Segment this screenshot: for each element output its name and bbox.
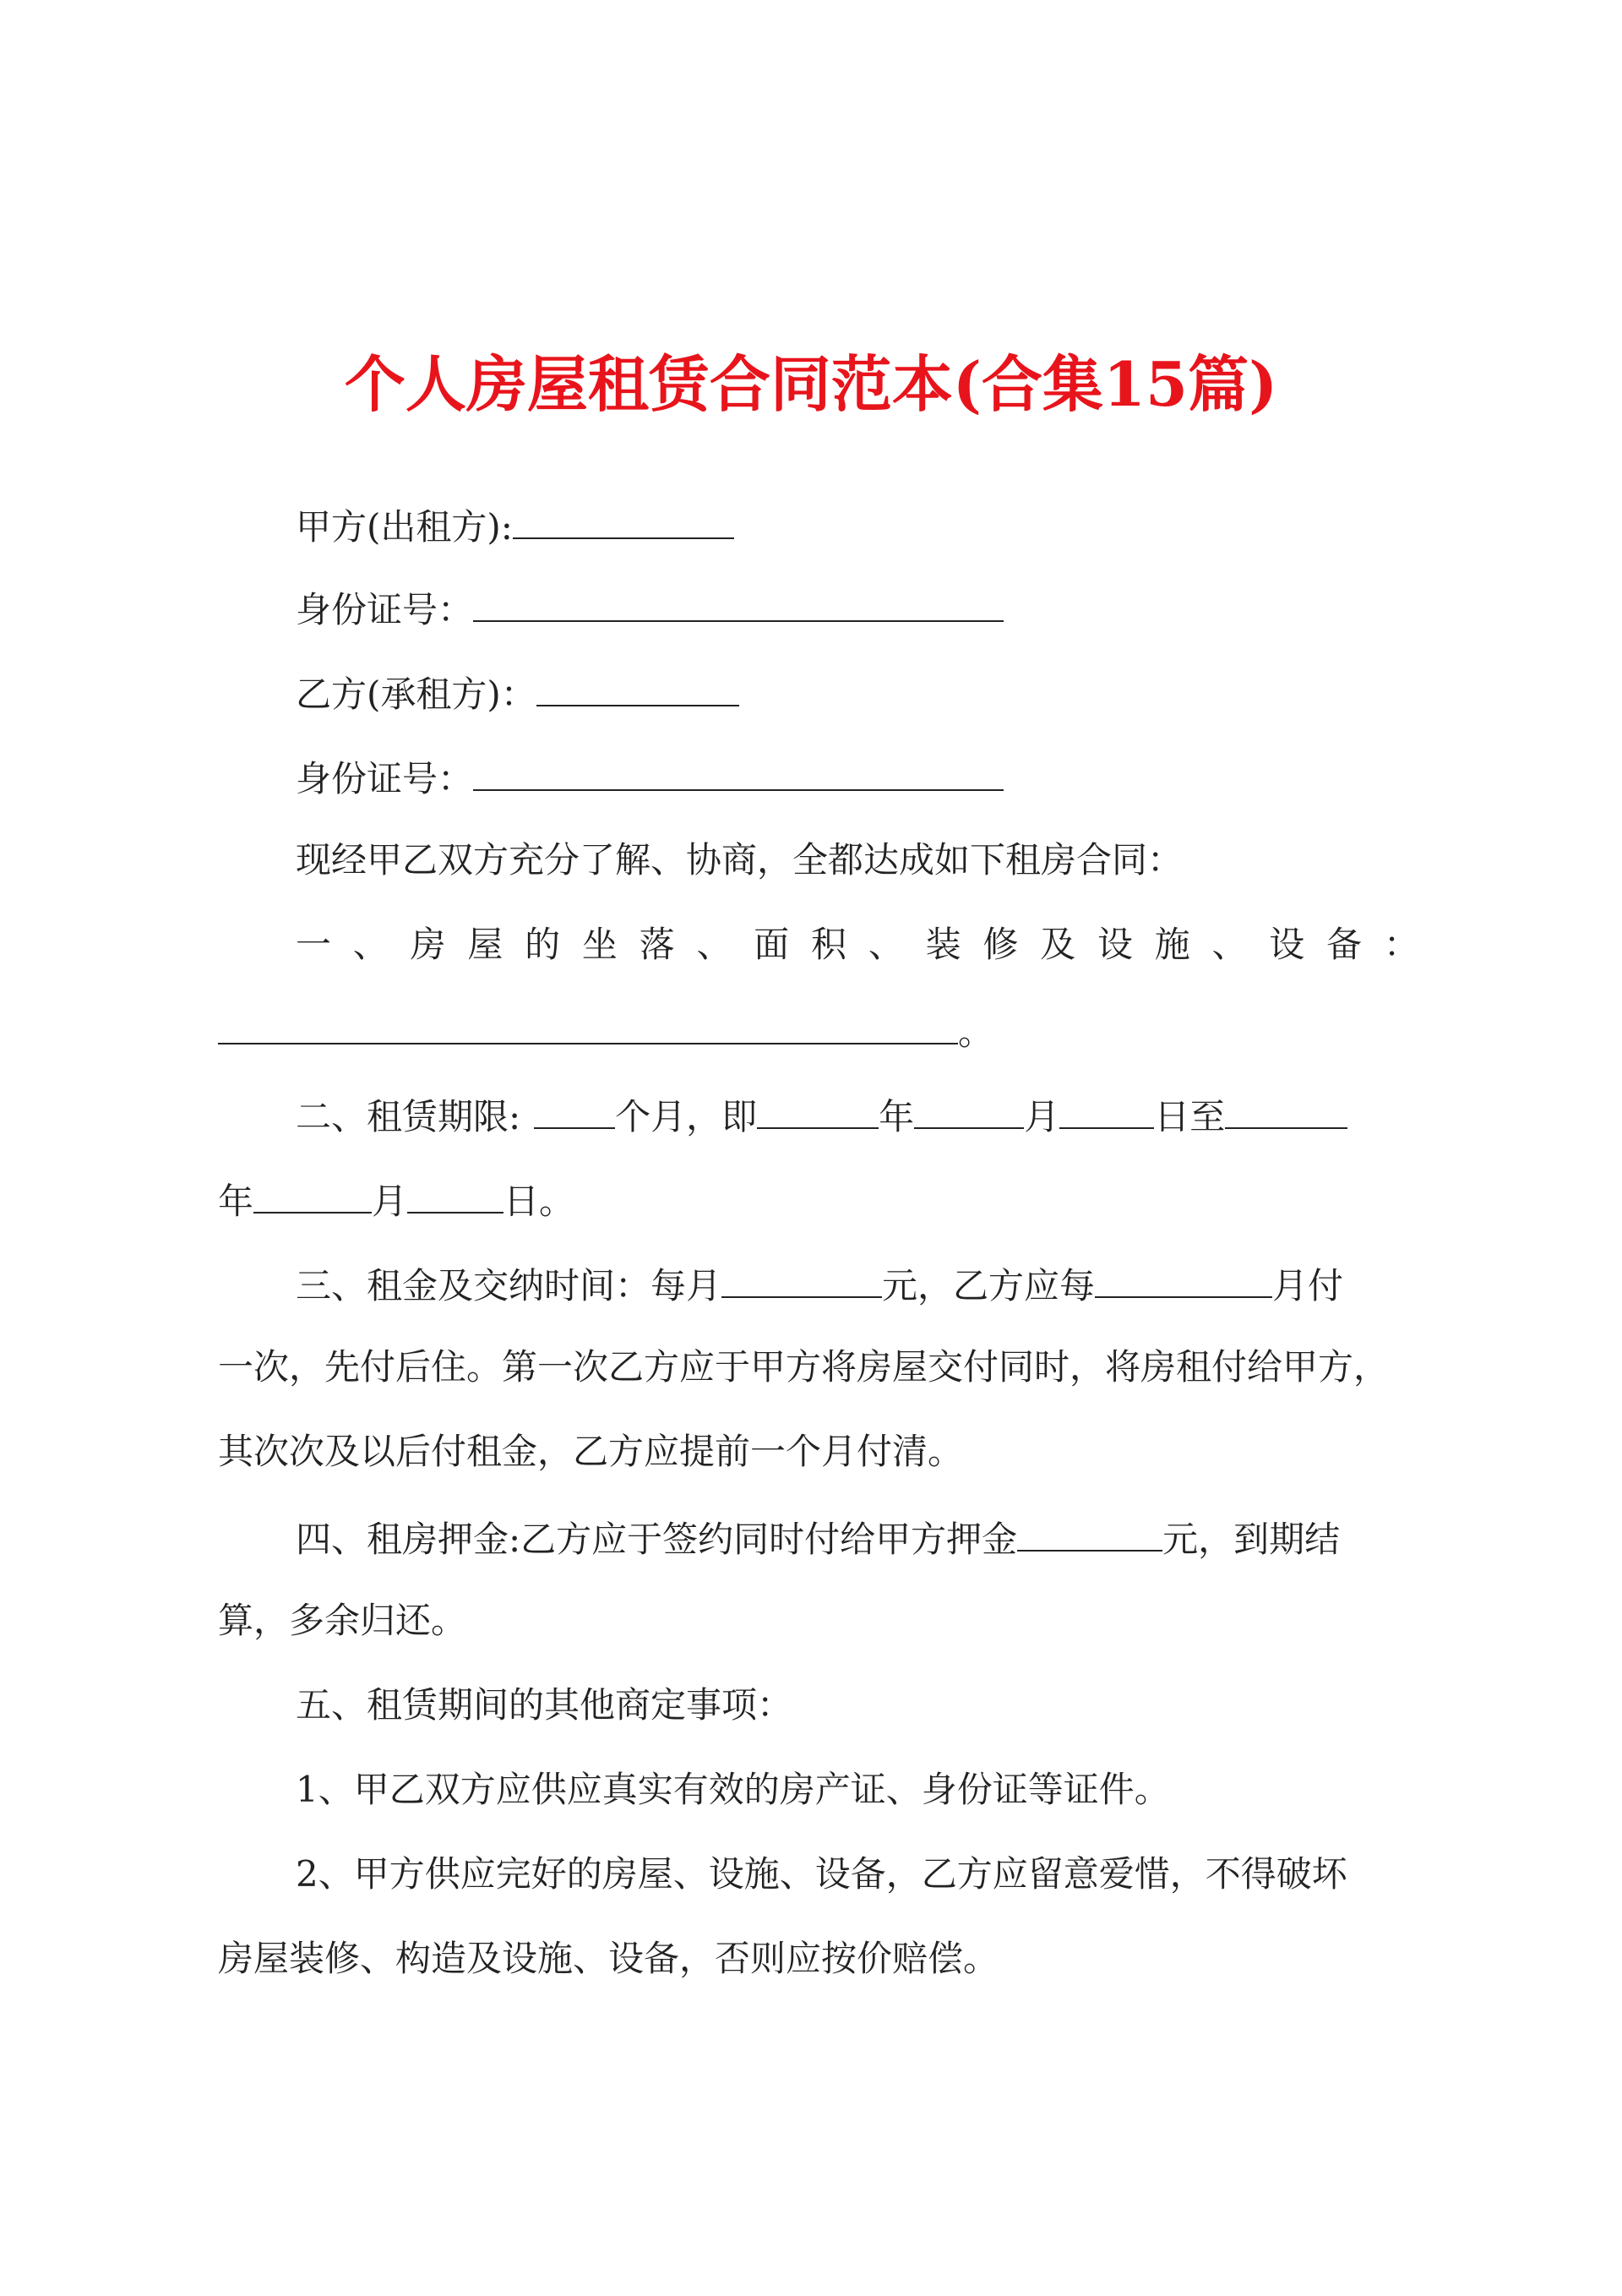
clause2-line2 <box>218 1175 574 1225</box>
clause3-line2: 一次，先付后住。第一次乙方应于甲方将房屋交付同时，将房租付给甲方， <box>218 1346 1390 1388</box>
lease-term-label: 二、租赁期限: <box>296 1096 521 1137</box>
clause1-char: 修 <box>982 924 1019 965</box>
party-b-blank[interactable] <box>536 668 739 706</box>
month-text: 月 <box>1024 1096 1060 1137</box>
rent-label: 三、租金及交纳时间：每月 <box>296 1265 722 1306</box>
clause1-char: 坐 <box>581 924 618 965</box>
deposit-label: 四、租房押金:乙方应于签约同时付给甲方押金 <box>296 1519 1018 1560</box>
clause1-char: 备 <box>1326 924 1363 965</box>
intro-paragraph: 现经甲乙双方充分了解、协商，全都达成如下租房合同： <box>296 839 1184 881</box>
clause1-char: 设 <box>1097 924 1133 965</box>
clause1-line1 <box>296 921 1419 968</box>
end-year-blank[interactable] <box>1225 1090 1347 1129</box>
clause1-char: 装 <box>925 924 961 965</box>
clause5-item2-line1: 2、甲方供应完好的房屋、设施、设备，乙方应留意爱惜，不得破坏 <box>296 1853 1347 1895</box>
id-blank-1[interactable] <box>473 583 1004 622</box>
rent-amount-blank[interactable] <box>721 1259 882 1298</box>
start-year-blank[interactable] <box>757 1090 879 1129</box>
clause3-line1 <box>296 1259 1343 1310</box>
clause1-char: 、 <box>868 924 904 965</box>
clause4-line1 <box>296 1513 1340 1563</box>
clause5-item1: 1、甲乙双方应供应真实有效的房产证、身份证等证件。 <box>296 1769 1170 1810</box>
id-blank-2[interactable] <box>473 752 1004 791</box>
clause1-end: 。 <box>958 1012 994 1053</box>
document-title: 个人房屋租赁合同范本(合集15篇) <box>344 348 1278 420</box>
clause1-char: 一 <box>296 924 332 965</box>
clause4-line2: 算，多余归还。 <box>218 1600 467 1641</box>
party-b-label: 乙方(承租方)： <box>296 674 536 715</box>
pay-interval-blank[interactable] <box>1095 1259 1272 1298</box>
party-a-blank[interactable] <box>513 500 734 539</box>
pay-once-text: 月付 <box>1272 1265 1344 1306</box>
id-label-1: 身份证号： <box>296 589 474 630</box>
clause5-item2-line2: 房屋装修、构造及设施、设备，否则应按价赔偿。 <box>218 1938 999 1979</box>
party-b-line <box>296 668 739 718</box>
clause1-char: 屋 <box>467 924 503 965</box>
clause3-line3: 其次次及以后付租金，乙方应提前一个月付清。 <box>218 1431 964 1472</box>
rent-yuan-text: 元，乙方应每 <box>882 1265 1096 1306</box>
day-to-text: 日至 <box>1154 1096 1226 1137</box>
end-month-blank[interactable] <box>253 1175 372 1213</box>
id-label-2: 身份证号： <box>296 758 474 799</box>
clause1-line2 <box>218 1006 993 1056</box>
year2-text: 年 <box>218 1181 254 1222</box>
clause1-char: 、 <box>1211 924 1248 965</box>
clause5-heading: 五、租赁期间的其他商定事项： <box>296 1684 793 1726</box>
id-line-1 <box>296 583 1004 634</box>
party-a-line <box>296 500 734 551</box>
clause1-char: 落 <box>639 924 675 965</box>
month2-text: 月 <box>372 1181 408 1222</box>
clause2-line1 <box>296 1090 1347 1141</box>
clause1-char: 、 <box>696 924 732 965</box>
year-text: 年 <box>879 1096 915 1137</box>
clause1-char: 、 <box>352 924 389 965</box>
day-end-text: 日。 <box>503 1181 575 1222</box>
clause1-char: 施 <box>1154 924 1190 965</box>
start-day-blank[interactable] <box>1059 1090 1154 1129</box>
deposit-yuan-text: 元，到期结 <box>1162 1519 1341 1560</box>
deposit-amount-blank[interactable] <box>1017 1513 1162 1552</box>
clause1-char: 积 <box>811 924 847 965</box>
clause1-char: 房 <box>410 924 446 965</box>
clause1-char: ： <box>1383 924 1419 965</box>
clause1-char: 面 <box>754 924 790 965</box>
end-day-blank[interactable] <box>407 1175 503 1213</box>
location-blank[interactable] <box>218 1006 958 1044</box>
party-a-label: 甲方(出租方): <box>296 506 513 548</box>
months-text: 个月，即 <box>615 1096 758 1137</box>
clause1-char: 设 <box>1269 924 1305 965</box>
months-blank[interactable] <box>534 1090 615 1129</box>
start-month-blank[interactable] <box>914 1090 1024 1129</box>
clause1-char: 及 <box>1040 924 1076 965</box>
clause1-char: 的 <box>525 924 561 965</box>
id-line-2 <box>296 752 1004 803</box>
